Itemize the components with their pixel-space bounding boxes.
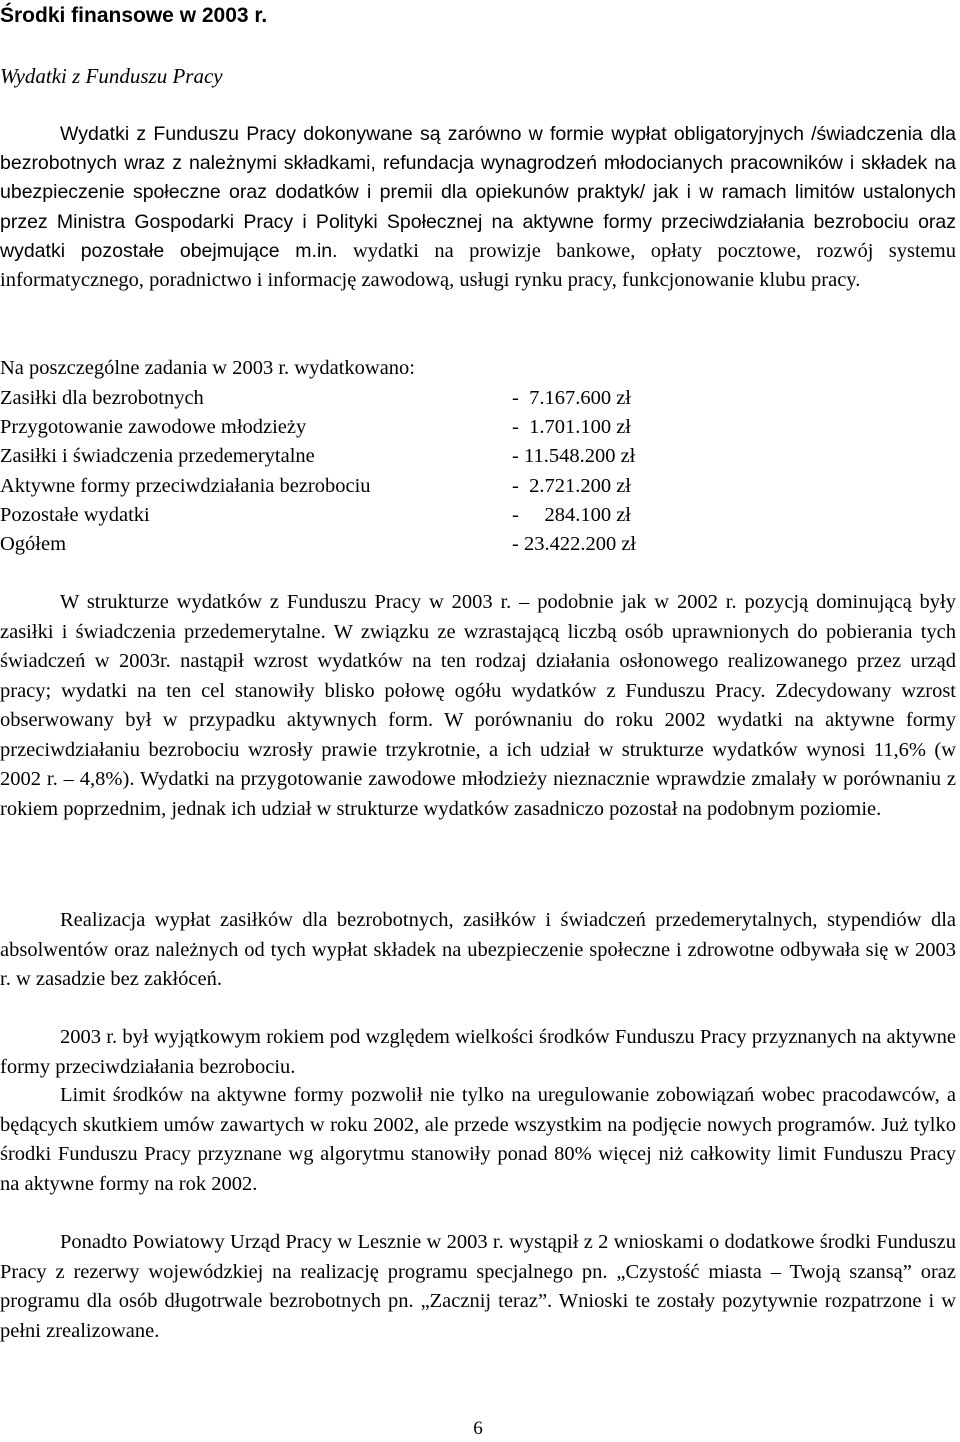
expense-row — [0, 413, 720, 442]
expenses-intro: Na poszczególne zadania w 2003 r. wydatkowano: — [0, 357, 415, 379]
expense-value: - 7.167.600 zł — [512, 387, 631, 409]
expense-total-label: Ogółem — [0, 532, 67, 555]
expenses-table — [0, 384, 720, 559]
page-number — [0, 1418, 960, 1440]
paragraph-fund-expenses-tail: wydatki na prowizje bankowe, opłaty pocztowe, rozwój systemu informatycznego, poradnictwo i informację zawodową, usługi rynku pracy, funkcjonowanie klubu pracy. — [0, 239, 956, 292]
subsection-heading: Wydatki z Funduszu Pracy — [0, 64, 223, 88]
section-heading: Środki finansowe w 2003 r. — [0, 4, 268, 27]
expense-row — [0, 501, 720, 530]
paragraph-fund-expenses — [0, 120, 956, 295]
expense-label: Aktywne formy przeciwdziałania bezrobociu — [0, 474, 371, 497]
expense-value: - 284.100 zł — [512, 503, 631, 526]
paragraph-additional-funds: Ponadto Powiatowy Urząd Pracy w Lesznie w 2003 r. wystąpił z 2 wnioskami o dodatkowe środki Funduszu Pracy z rezerwy wojewódzkiej na realizację programu specjalnego pn. „Czystość miasta – Twoją szansą” oraz programu dla osób długotrwale bezrobotnych pn. „Zacznij teraz”. Wnioski te zostały pozytywnie rozpatrzone i w pełni zrealizowane. — [0, 1231, 956, 1342]
expense-label: Przygotowanie zawodowe młodzieży — [0, 416, 307, 439]
expense-row — [0, 442, 720, 471]
paragraph-expense-structure: W strukturze wydatków z Funduszu Pracy w 2003 r. – podobnie jak w 2002 r. pozycją dominującą były zasiłki i świadczenia przedemerytalne. W związku ze wzrastającą liczbą osób uprawnionych do pobierania tych świadczeń w 2003r. nastąpił wzrost wydatków na ten rodzaj działania osłonowego realizowanego przez urząd pracy; wydatki na ten cel stanowiły blisko połowę ogółu wydatków z Funduszu Pracy. Zdecydowany wzrost obserwowany był w przypadku aktywnych form. W porównaniu do roku 2002 wydatki na aktywne formy przeciwdziałaniu bezrobociu wzrosły prawie trzykrotnie, a ich udział w strukturze wydatków wynosi 11,6% (w 2002 r. – 4,8%). Wydatki na przygotowanie zawodowe młodzieży nieznacznie wprawdzie zmalały w porównaniu z rokiem poprzednim, jednak ich udział w strukturze wydatków zasadniczo pozostał na podobnym poziomie. — [0, 591, 956, 820]
paragraph-exceptional-year: 2003 r. był wyjątkowym rokiem pod względem wielkości środków Funduszu Pracy przyznanych na aktywne formy przeciwdziałania bezrobociu. — [0, 1026, 956, 1078]
expense-value: - 11.548.200 zł — [512, 445, 636, 468]
paragraph-fund-expenses-main: Wydatki z Funduszu Pracy dokonywane są zarówno w formie wypłat obligatoryjnych /świadczenia dla bezrobotnych wraz z należnymi składkami, refundacja wynagrodzeń młodocianych pracowników i składek na ubezpieczenie społeczne oraz dodatków i premii dla opiekunów praktyk/ jak i w ramach limitów ustalonych przez Ministra Gospodarki Pracy i Polityki Społecznej na aktywne formy przeciwdziałania bezrobociu oraz wydatki pozostałe obejmujące m.in. — [0, 123, 956, 262]
expense-row — [0, 472, 720, 501]
page-number-text: 6 — [473, 1418, 483, 1439]
expense-value: - 2.721.200 zł — [512, 474, 631, 497]
expense-label: Pozostałe wydatki — [0, 503, 150, 526]
paragraph-benefit-payments: Realizacja wypłat zasiłków dla bezrobotnych, zasiłków i świadczeń przedemerytalnych, stypendiów dla absolwentów oraz należnych od tych wypłat składek na ubezpieczenie społeczne i zdrowotne odbywała się w 2003 r. w zasadzie bez zakłóceń. — [0, 909, 956, 990]
paragraph-active-forms-limit: Limit środków na aktywne formy pozwolił nie tylko na uregulowanie zobowiązań wobec pracodawców, a będących skutkiem umów zawartych w roku 2002, ale przede wszystkim na podjęcie nowych programów. Już tylko środki Funduszu Pracy przyznane wg algorytmu stanowiły ponad 80% więcej niż całkowity limit Funduszu Pracy na aktywne formy na rok 2002. — [0, 1084, 956, 1195]
expense-value: - 1.701.100 zł — [512, 416, 631, 439]
expense-label: Zasiłki dla bezrobotnych — [0, 387, 204, 409]
expense-label: Zasiłki i świadczenia przedemerytalne — [0, 445, 315, 468]
expense-total-value: - 23.422.200 zł — [512, 532, 637, 555]
expense-total-row — [0, 530, 720, 559]
expense-row — [0, 384, 720, 413]
